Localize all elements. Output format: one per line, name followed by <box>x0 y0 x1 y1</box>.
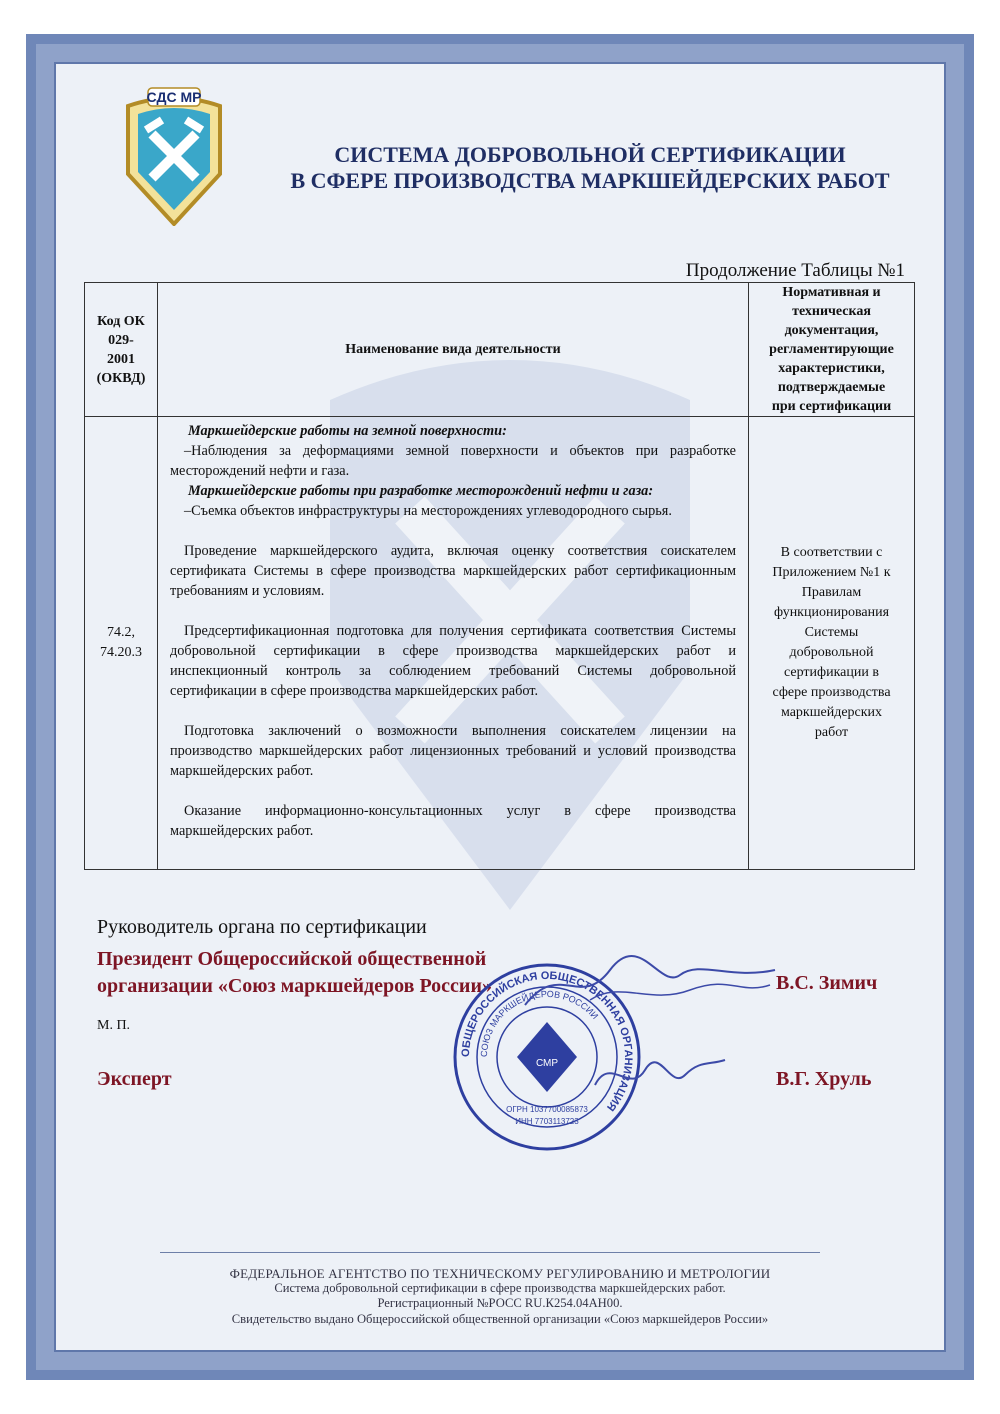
header-code-line: (ОКВД) <box>96 370 146 386</box>
seal-inn: ИНН 7703113723 <box>515 1117 579 1126</box>
header-doc-cell <box>749 283 915 417</box>
section-text: –Наблюдения за деформациями земной поверхности и объектов при разработке месторождений нефти и газа. <box>170 443 736 479</box>
header-doc-line: подтверждаемые <box>777 380 886 395</box>
doc-line: Правилам <box>801 585 862 600</box>
header-doc-line: регламентирующие <box>769 342 894 357</box>
doc-line: сфере производства <box>772 685 891 700</box>
header-line-1: СИСТЕМА ДОБРОВОЛЬНОЙ СЕРТИФИКАЦИИ <box>334 142 846 167</box>
certificate-footer <box>120 1266 880 1327</box>
doc-line: маркшейдерских <box>780 705 883 720</box>
doc-line: добровольной <box>789 645 874 660</box>
table-header-row <box>85 283 915 417</box>
doc-line: В соответствии с <box>780 545 883 560</box>
footer-line: Свидетельство выдано Общероссийской общественной организации «Союз маркшейдеров России» <box>231 1311 769 1326</box>
activity-paragraph: Оказание информационно-консультационных услуг в сфере производства маркшейдерских работ. <box>170 803 736 839</box>
logo-label: СДС МР <box>146 89 202 105</box>
expert-signature <box>590 1045 730 1105</box>
footer-divider <box>160 1252 820 1253</box>
section-text: –Съемка объектов инфраструктуры на месторождениях углеводородного сырья. <box>184 503 672 519</box>
footer-line: ФЕДЕРАЛЬНОЕ АГЕНТСТВО ПО ТЕХНИЧЕСКОМУ РЕГУЛИРОВАНИЮ И МЕТРОЛОГИИ <box>229 1266 771 1281</box>
expert-label: Эксперт <box>97 1068 172 1090</box>
president-title-line: Президент Общероссийской общественной <box>97 948 487 970</box>
president-signature <box>520 950 780 1020</box>
header-line-2: В СФЕРЕ ПРОИЗВОДСТВА МАРКШЕЙДЕРСКИХ РАБОТ <box>290 168 890 193</box>
header-doc-line: при сертификации <box>771 399 892 414</box>
activity-paragraph: Подготовка заключений о возможности выполнения соискателем лицензии на производство маркшейдерских работ лицензионных требований и условий производства маркшейдерских работ. <box>170 723 736 779</box>
seal-place-label: М. П. <box>97 1018 131 1033</box>
header-doc-line: техническая <box>792 304 871 319</box>
president-title-line: организации «Союз маркшейдеров России» <box>97 975 492 997</box>
section-title: Маркшейдерские работы на земной поверхности: <box>188 423 507 439</box>
head-of-certification-label: Руководитель органа по сертификации <box>97 916 427 938</box>
seal-inner-text: СОЮЗ МАРКШЕЙДЕРОВ РОССИИ <box>478 988 601 1058</box>
activity-paragraph: Предсертификационная подготовка для получения сертификата соответствия Системы добровольной сертификации в сфере производства маркшейдерских работ и инспекционный контроль за соблюдением требований Системы добровольной сертификации в сфере производства маркшейдерских работ. <box>170 623 736 699</box>
okvd-code: 74.20.3 <box>100 645 142 660</box>
activity-paragraph: Проведение маркшейдерского аудита, включая оценку соответствия соискателем сертификата Системы в сфере производства маркшейдерских работ сертификационным требованиям и условиям. <box>170 543 736 599</box>
header-code-line: 2001 <box>107 351 135 367</box>
section-title: Маркшейдерские работы при разработке месторождений нефти и газа: <box>188 483 654 499</box>
sds-mr-logo <box>118 86 230 226</box>
documentation-cell <box>749 417 915 870</box>
certificate-header <box>250 142 930 194</box>
header-code-line: 029- <box>108 332 134 348</box>
expert-name: В.Г. Хруль <box>776 1068 872 1090</box>
header-doc-line: Нормативная и <box>782 285 881 300</box>
doc-line: Системы <box>804 625 859 640</box>
doc-line: функционирования <box>773 605 890 620</box>
doc-line: Приложением №1 к <box>772 565 891 580</box>
doc-line: работ <box>814 725 849 740</box>
seal-outer-text: ОБЩЕРОССИЙСКАЯ ОБЩЕСТВЕННАЯ ОРГАНИЗАЦИЯ <box>459 969 635 1114</box>
activity-description-cell <box>158 417 749 870</box>
footer-line: Система добровольной сертификации в сфере производства маркшейдерских работ. <box>274 1281 726 1296</box>
footer-line: Регистрационный №РОСС RU.К254.04АН00. <box>377 1296 623 1311</box>
okvd-code: 74.2, <box>107 625 135 640</box>
header-doc-line: документация, <box>784 323 879 338</box>
header-code-cell <box>85 283 158 417</box>
table-caption: Продолжение Таблицы №1 <box>685 260 905 281</box>
activity-table <box>84 282 915 870</box>
header-code-line: Код ОК <box>97 313 145 329</box>
seal-ogrn: ОГРН 1037700085873 <box>506 1105 588 1114</box>
header-doc-line: характеристики, <box>778 361 885 376</box>
president-name: В.С. Зимич <box>776 972 878 994</box>
header-name-cell: Наименование вида деятельности <box>158 283 749 417</box>
doc-line: сертификации в <box>784 665 879 680</box>
seal-center-text: СМР <box>535 1058 559 1069</box>
president-title <box>97 946 492 1000</box>
table-row <box>85 417 915 870</box>
okvd-code-cell <box>85 417 158 870</box>
